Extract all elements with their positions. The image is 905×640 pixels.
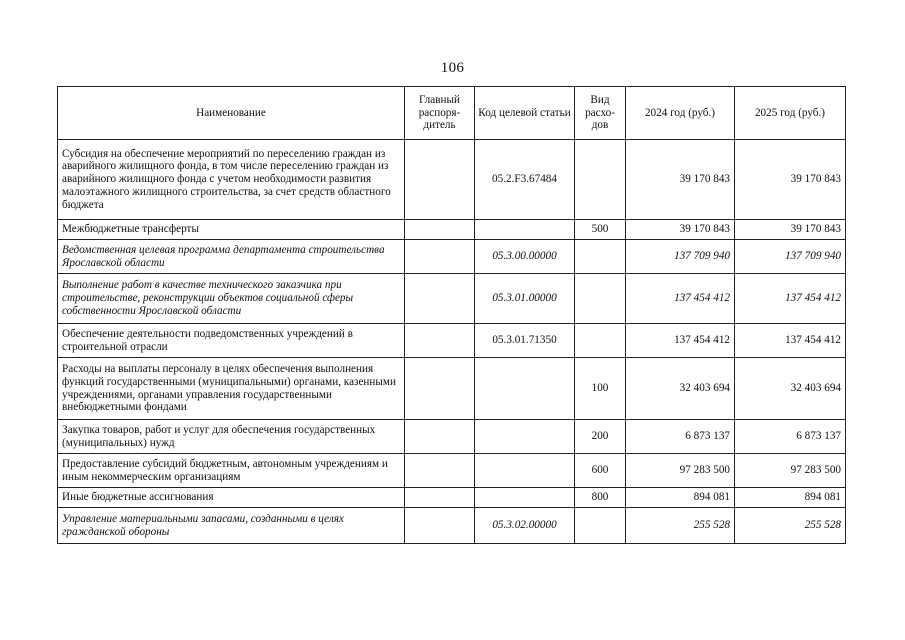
row-2024-cell: 32 403 694 bbox=[626, 358, 735, 420]
row-kind-cell: 600 bbox=[575, 454, 626, 488]
row-2024-cell: 97 283 500 bbox=[626, 454, 735, 488]
row-2025-cell: 255 528 bbox=[735, 508, 846, 544]
page-number: 106 bbox=[440, 60, 465, 76]
row-kind-cell: 200 bbox=[575, 420, 626, 454]
row-name-cell: Обеспечение деятельности подведомственных учреждений в строительной отрасли bbox=[58, 324, 405, 358]
row-2025-cell: 6 873 137 bbox=[735, 420, 846, 454]
row-grbs-cell bbox=[405, 220, 475, 240]
row-2024-cell: 255 528 bbox=[626, 508, 735, 544]
table-row bbox=[58, 274, 846, 324]
row-grbs-cell bbox=[405, 454, 475, 488]
row-grbs-cell bbox=[405, 274, 475, 324]
row-code-cell: 05.3.01.71350 bbox=[475, 324, 575, 358]
row-2025-cell: 137 454 412 bbox=[735, 324, 846, 358]
row-grbs-cell bbox=[405, 324, 475, 358]
row-kind-cell: 500 bbox=[575, 220, 626, 240]
row-2024-cell: 39 170 843 bbox=[626, 220, 735, 240]
row-code-cell: 05.2.F3.67484 bbox=[475, 140, 575, 220]
table-row bbox=[58, 140, 846, 220]
row-kind-cell: 800 bbox=[575, 488, 626, 508]
header-name: Наименование bbox=[58, 87, 405, 140]
row-grbs-cell bbox=[405, 140, 475, 220]
row-code-cell: 05.3.01.00000 bbox=[475, 274, 575, 324]
row-kind-cell bbox=[575, 324, 626, 358]
row-2025-cell: 32 403 694 bbox=[735, 358, 846, 420]
header-code: Код целевой статьи bbox=[475, 87, 575, 140]
row-2024-cell: 39 170 843 bbox=[626, 140, 735, 220]
row-code-cell bbox=[475, 488, 575, 508]
row-code-cell bbox=[475, 454, 575, 488]
row-2024-cell: 137 709 940 bbox=[626, 240, 735, 274]
row-2025-cell: 894 081 bbox=[735, 488, 846, 508]
row-grbs-cell bbox=[405, 508, 475, 544]
table-row bbox=[58, 488, 846, 508]
row-code-cell: 05.3.00.00000 bbox=[475, 240, 575, 274]
row-code-cell bbox=[475, 420, 575, 454]
row-kind-cell: 100 bbox=[575, 358, 626, 420]
table-row bbox=[58, 240, 846, 274]
row-grbs-cell bbox=[405, 488, 475, 508]
row-2025-cell: 137 454 412 bbox=[735, 274, 846, 324]
row-code-cell bbox=[475, 220, 575, 240]
row-grbs-cell bbox=[405, 358, 475, 420]
row-2025-cell: 97 283 500 bbox=[735, 454, 846, 488]
table-body bbox=[58, 140, 846, 544]
row-2025-cell: 39 170 843 bbox=[735, 220, 846, 240]
row-kind-cell bbox=[575, 508, 626, 544]
header-2024: 2024 год (руб.) bbox=[626, 87, 735, 140]
row-kind-cell bbox=[575, 140, 626, 220]
header-kind: Вид расхо-дов bbox=[575, 87, 626, 140]
header-2025: 2025 год (руб.) bbox=[735, 87, 846, 140]
row-grbs-cell bbox=[405, 240, 475, 274]
row-2024-cell: 6 873 137 bbox=[626, 420, 735, 454]
table-row bbox=[58, 220, 846, 240]
row-name-cell: Иные бюджетные ассигнования bbox=[58, 488, 405, 508]
row-name-cell: Управление материальными запасами, созданными в целях гражданской обороны bbox=[58, 508, 405, 544]
row-name-cell: Закупка товаров, работ и услуг для обеспечения государственных (муниципальных) нужд bbox=[58, 420, 405, 454]
table-row bbox=[58, 358, 846, 420]
row-kind-cell bbox=[575, 240, 626, 274]
budget-table bbox=[57, 86, 846, 544]
table-row bbox=[58, 420, 846, 454]
row-name-cell: Предоставление субсидий бюджетным, автономным учреждениям и иным некоммерческим организациям bbox=[58, 454, 405, 488]
row-name-cell: Субсидия на обеспечение мероприятий по переселению граждан из аварийного жилищного фонда, в том числе переселению граждан из аварийного жилищного фонда с учетом необходимости развития малоэтажного жилищного строительства, за счет средств областного бюджета bbox=[58, 140, 405, 220]
table-row bbox=[58, 454, 846, 488]
table-row bbox=[58, 324, 846, 358]
row-code-cell: 05.3.02.00000 bbox=[475, 508, 575, 544]
row-kind-cell bbox=[575, 274, 626, 324]
row-2025-cell: 39 170 843 bbox=[735, 140, 846, 220]
row-name-cell: Межбюджетные трансферты bbox=[58, 220, 405, 240]
header-grbs: Главный распоря-дитель bbox=[405, 87, 475, 140]
row-2025-cell: 137 709 940 bbox=[735, 240, 846, 274]
row-name-cell: Ведомственная целевая программа департамента строительства Ярославской области bbox=[58, 240, 405, 274]
row-2024-cell: 894 081 bbox=[626, 488, 735, 508]
table-header-row bbox=[58, 87, 846, 140]
row-2024-cell: 137 454 412 bbox=[626, 274, 735, 324]
row-grbs-cell bbox=[405, 420, 475, 454]
row-name-cell: Выполнение работ в качестве технического заказчика при строительстве, реконструкции объектов социальной сферы собственности Ярославской области bbox=[58, 274, 405, 324]
row-code-cell bbox=[475, 358, 575, 420]
row-name-cell: Расходы на выплаты персоналу в целях обеспечения выполнения функций государственными (муниципальными) органами, казенными учреждениями, органами управления государственными внебюджетными фондами bbox=[58, 358, 405, 420]
row-2024-cell: 137 454 412 bbox=[626, 324, 735, 358]
table-row bbox=[58, 508, 846, 544]
